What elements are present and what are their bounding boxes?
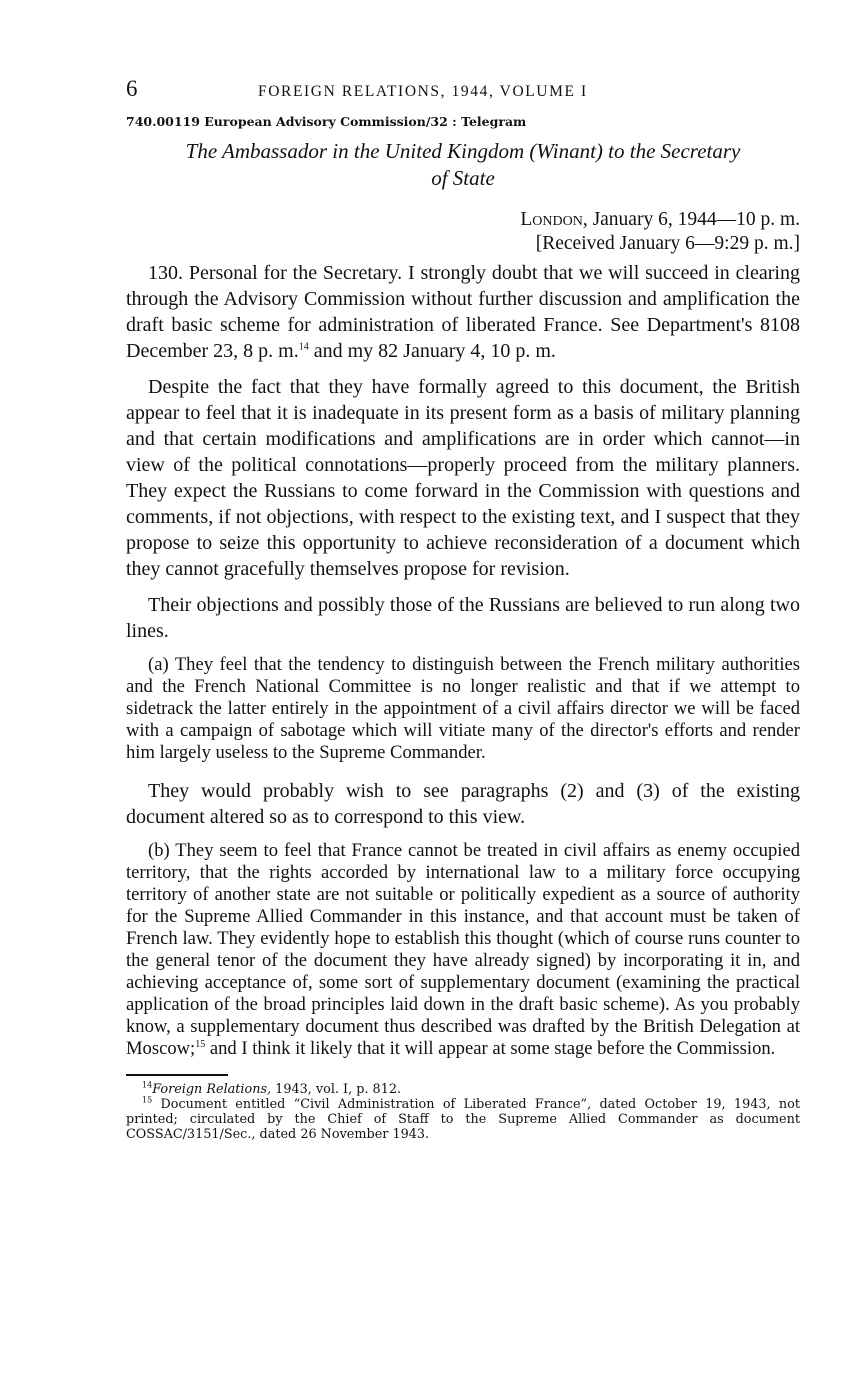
file-reference-line: 740.00119 European Advisory Commission/32 : Telegram	[126, 114, 527, 129]
running-header	[126, 76, 800, 110]
running-title: FOREIGN RELATIONS, 1944, VOLUME I	[258, 83, 588, 100]
footnote-14-text: 1943, vol. I, p. 812.	[271, 1082, 402, 1097]
paragraph-b-tail: and I think it likely that it will appear at some stage before the Commission.	[205, 1038, 776, 1059]
document-title-line-1: The Ambassador in the United Kingdom (Winant) to the Secretary	[185, 139, 741, 163]
dateline	[126, 208, 800, 256]
document-title	[126, 138, 800, 192]
page-number: 6	[126, 76, 138, 101]
body-paragraph-3: Their objections and possibly those of the Russians are believed to run along two lines.	[126, 594, 800, 642]
dateline-date: , January 6, 1944—10 p. m.	[582, 209, 800, 230]
paragraph-a-label: (a)	[148, 654, 169, 675]
paragraph-b-text: They seem to feel that France cannot be treated in civil affairs as enemy occupied territory, that the rights accorded by international law to a military force occupying territory of another state are not suitable or politically expedient as a source of authority for the Supreme Allied Commander in this instance, and that account must be taken of French law. They evidently hope to establish this thought (which of course runs counter to the general tenor of the document they have already signed) by incorporating it in, and achieving acceptance of, some sort of supplementary document (examining the practical application of the broad principles laid down in the draft basic scheme). As you probably know, a supplementary document thus described was drafted by the British Delegation at Moscow;	[126, 840, 800, 1059]
document-title-line-2: of State	[431, 166, 495, 190]
footnote-15-marker: 15	[142, 1095, 153, 1105]
footnote-15-text: Document entitled “Civil Administration of Liberated France”, dated October 19, 1943, not printed; circulated by the Chief of Staff to the Supreme Allied Commander as document COSSAC/3151/Sec., dated 26 November 1943.	[126, 1097, 800, 1142]
body-paragraph-a	[126, 654, 800, 764]
body-paragraph-5: They would probably wish to see paragraphs (2) and (3) of the existing document altered so as to correspond to this view.	[126, 780, 800, 828]
dateline-received: [Received January 6—9:29 p. m.]	[535, 233, 800, 254]
paragraph-a-text: They feel that the tendency to distinguish between the French military authorities and the French National Committee is no longer realistic and that if we attempt to sidetrack the latter entirely in the appointment of a civil affairs director we will be faced with a campaign of sabotage which will vitiate many of the director's efforts and render him largely useless to the Supreme Commander.	[126, 654, 800, 763]
footnote-14	[126, 1082, 800, 1097]
footnote-15	[126, 1097, 800, 1142]
dateline-sent	[126, 208, 800, 232]
footnote-ref-15: 15	[195, 1038, 206, 1050]
paragraph-b-label: (b)	[148, 840, 170, 861]
body-paragraph-2: Despite the fact that they have formally agreed to this document, the British appear to feel that it is inadequate in its present form as a basis of military planning and that certain modifications and amplifications are in order which cannot—in view of the political connotations—properly proceed from the military planners. They expect the Russians to come forward in the Commission with questions and comments, if not objections, with respect to the existing text, and I suspect that they propose to seize this opportunity to achieve reconsideration of a document which they cannot gracefully themselves propose for revision.	[126, 376, 800, 580]
paragraph-1-text: 130. Personal for the Secretary. I strongly doubt that we will succeed in clearing through the Advisory Commission without further discussion and amplification the draft basic scheme for administration of liberated France. See Department's 8108 December 23, 8 p. m.	[126, 262, 800, 362]
footnote-ref-14: 14	[298, 341, 309, 353]
footnote-14-italic: Foreign Relations,	[152, 1082, 272, 1097]
body-paragraph-b	[126, 840, 800, 1060]
paragraph-1-tail: and my 82 January 4, 10 p. m.	[308, 340, 556, 362]
footnote-14-marker: 14	[142, 1080, 153, 1090]
body-paragraph-1	[126, 260, 800, 364]
dateline-place: London	[520, 209, 583, 230]
footnote-rule	[126, 1074, 228, 1076]
